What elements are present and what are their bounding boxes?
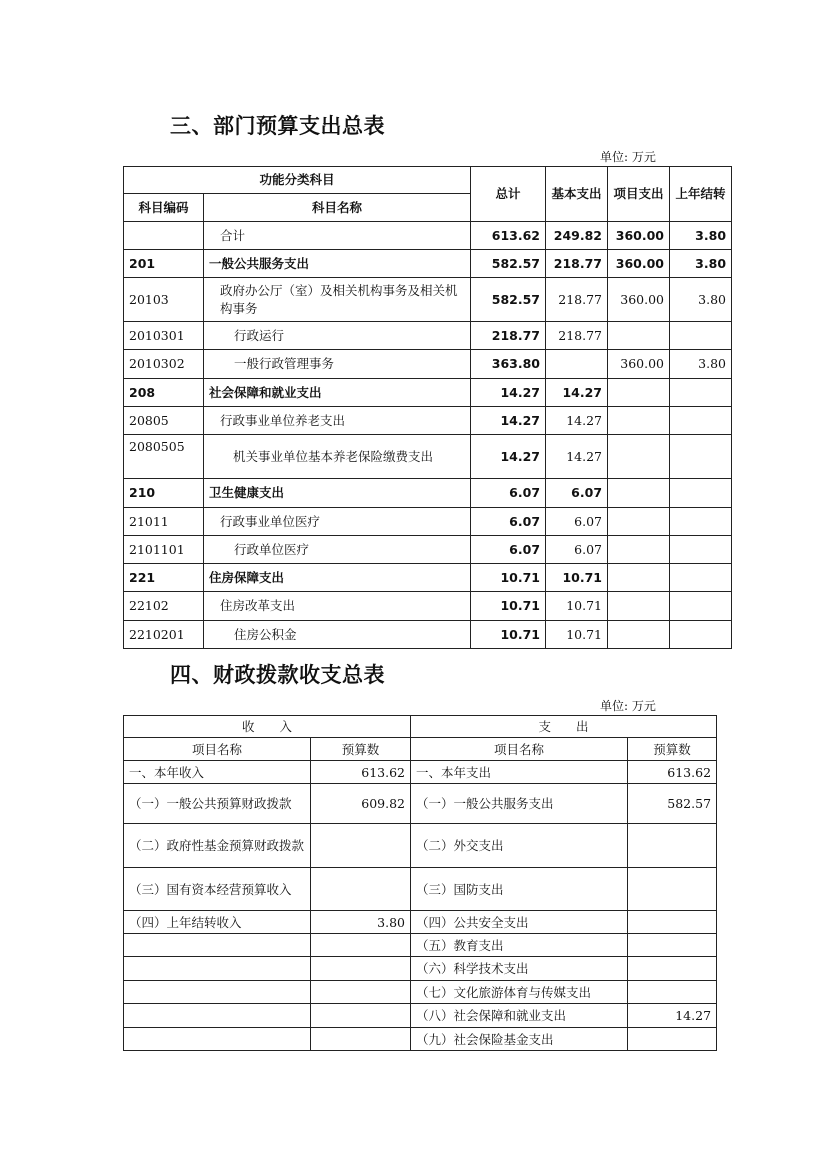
income-name-cell bbox=[124, 981, 311, 1004]
total-header: 总计 bbox=[471, 167, 546, 222]
total-cell: 363.80 bbox=[471, 350, 546, 379]
name-cell: 行政单位医疗 bbox=[204, 536, 471, 564]
table-row bbox=[124, 761, 717, 784]
income-value-cell: 613.62 bbox=[311, 761, 411, 784]
carry-cell bbox=[670, 564, 732, 592]
basic-cell: 10.71 bbox=[546, 564, 608, 592]
income-value-cell: 3.80 bbox=[311, 911, 411, 934]
basic-cell: 249.82 bbox=[546, 222, 608, 250]
income-value-cell bbox=[311, 957, 411, 981]
table-row bbox=[124, 435, 732, 479]
code-cell: 208 bbox=[124, 379, 204, 407]
table-row bbox=[124, 934, 717, 957]
table-row bbox=[124, 592, 732, 621]
table-row bbox=[124, 278, 732, 322]
name-cell: 社会保障和就业支出 bbox=[204, 379, 471, 407]
expense-header: 支 出 bbox=[411, 716, 717, 738]
project-cell bbox=[608, 564, 670, 592]
basic-cell: 14.27 bbox=[546, 435, 608, 479]
basic-cell: 6.07 bbox=[546, 508, 608, 536]
expense-value-cell: 613.62 bbox=[628, 761, 717, 784]
project-cell bbox=[608, 479, 670, 508]
basic-cell: 6.07 bbox=[546, 536, 608, 564]
expense-budget-header: 预算数 bbox=[628, 738, 717, 761]
total-cell: 14.27 bbox=[471, 407, 546, 435]
expense-value-cell bbox=[628, 824, 717, 868]
income-name-cell bbox=[124, 1028, 311, 1051]
income-name-cell: （三）国有资本经营预算收入 bbox=[124, 868, 311, 911]
carry-cell: 3.80 bbox=[670, 250, 732, 278]
code-cell: 20103 bbox=[124, 278, 204, 322]
unit-label: 单位: 万元 bbox=[600, 150, 656, 164]
name-cell: 卫生健康支出 bbox=[204, 479, 471, 508]
basic-cell: 10.71 bbox=[546, 592, 608, 621]
code-cell: 2210201 bbox=[124, 621, 204, 649]
project-cell: 360.00 bbox=[608, 350, 670, 379]
code-cell: 2010301 bbox=[124, 322, 204, 350]
table-row bbox=[124, 479, 732, 508]
income-value-cell bbox=[311, 1028, 411, 1051]
basic-cell: 14.27 bbox=[546, 407, 608, 435]
code-cell: 21011 bbox=[124, 508, 204, 536]
total-cell: 6.07 bbox=[471, 479, 546, 508]
income-item-name-header: 项目名称 bbox=[124, 738, 311, 761]
name-cell: 住房保障支出 bbox=[204, 564, 471, 592]
carry-cell bbox=[670, 592, 732, 621]
expense-value-cell bbox=[628, 957, 717, 981]
name-header: 科目名称 bbox=[204, 194, 471, 222]
basic-cell: 218.77 bbox=[546, 278, 608, 322]
table-row bbox=[124, 1004, 717, 1028]
basic-cell bbox=[546, 350, 608, 379]
expense-value-cell bbox=[628, 981, 717, 1004]
basic-cell: 10.71 bbox=[546, 621, 608, 649]
carryover-header: 上年结转 bbox=[670, 167, 732, 222]
code-cell: 210 bbox=[124, 479, 204, 508]
total-cell: 14.27 bbox=[471, 379, 546, 407]
income-header: 收 入 bbox=[124, 716, 411, 738]
name-cell: 行政运行 bbox=[204, 322, 471, 350]
table-row bbox=[124, 957, 717, 981]
name-cell: 住房公积金 bbox=[204, 621, 471, 649]
code-cell: 2080505 bbox=[124, 435, 204, 479]
total-cell: 218.77 bbox=[471, 322, 546, 350]
total-cell: 6.07 bbox=[471, 508, 546, 536]
income-value-cell: 609.82 bbox=[311, 784, 411, 824]
total-cell: 6.07 bbox=[471, 536, 546, 564]
basic-cell: 218.77 bbox=[546, 250, 608, 278]
code-cell: 201 bbox=[124, 250, 204, 278]
project-cell bbox=[608, 536, 670, 564]
table-row bbox=[124, 322, 732, 350]
expense-name-cell: （六）科学技术支出 bbox=[411, 957, 628, 981]
carry-cell bbox=[670, 379, 732, 407]
carry-cell: 3.80 bbox=[670, 350, 732, 379]
name-cell: 机关事业单位基本养老保险缴费支出 bbox=[204, 435, 471, 479]
basic-cell: 6.07 bbox=[546, 479, 608, 508]
income-value-cell bbox=[311, 824, 411, 868]
name-cell: 行政事业单位养老支出 bbox=[204, 407, 471, 435]
expense-value-cell: 582.57 bbox=[628, 784, 717, 824]
carry-cell bbox=[670, 479, 732, 508]
project-cell bbox=[608, 508, 670, 536]
project-cell bbox=[608, 621, 670, 649]
expense-name-cell: （三）国防支出 bbox=[411, 868, 628, 911]
fiscal-appropriation-title: 四、财政拨款收支总表 bbox=[170, 663, 385, 687]
income-name-cell: （二）政府性基金预算财政拨款 bbox=[124, 824, 311, 868]
table-row bbox=[124, 222, 732, 250]
expense-name-cell: （一）一般公共服务支出 bbox=[411, 784, 628, 824]
expense-value-cell bbox=[628, 1028, 717, 1051]
expense-name-cell: 一、本年支出 bbox=[411, 761, 628, 784]
table-row bbox=[124, 350, 732, 379]
name-cell: 政府办公厅（室）及相关机构事务及相关机构事务 bbox=[204, 278, 471, 322]
basic-header: 基本支出 bbox=[546, 167, 608, 222]
table-row bbox=[124, 564, 732, 592]
carry-cell bbox=[670, 621, 732, 649]
code-header: 科目编码 bbox=[124, 194, 204, 222]
project-header: 项目支出 bbox=[608, 167, 670, 222]
project-cell: 360.00 bbox=[608, 278, 670, 322]
total-cell: 10.71 bbox=[471, 592, 546, 621]
project-cell: 360.00 bbox=[608, 250, 670, 278]
income-budget-header: 预算数 bbox=[311, 738, 411, 761]
project-cell bbox=[608, 407, 670, 435]
income-name-cell: （四）上年结转收入 bbox=[124, 911, 311, 934]
budget-expenditure-table bbox=[123, 166, 732, 649]
total-cell: 10.71 bbox=[471, 621, 546, 649]
table-row bbox=[124, 911, 717, 934]
code-cell: 20805 bbox=[124, 407, 204, 435]
total-cell: 582.57 bbox=[471, 250, 546, 278]
project-cell: 360.00 bbox=[608, 222, 670, 250]
name-cell: 一般行政管理事务 bbox=[204, 350, 471, 379]
name-cell: 一般公共服务支出 bbox=[204, 250, 471, 278]
budget-expenditure-title: 三、部门预算支出总表 bbox=[170, 114, 385, 138]
expense-name-cell: （九）社会保险基金支出 bbox=[411, 1028, 628, 1051]
expense-name-cell: （七）文化旅游体育与传媒支出 bbox=[411, 981, 628, 1004]
total-cell: 582.57 bbox=[471, 278, 546, 322]
expense-name-cell: （八）社会保障和就业支出 bbox=[411, 1004, 628, 1028]
carry-cell bbox=[670, 435, 732, 479]
carry-cell bbox=[670, 536, 732, 564]
project-cell bbox=[608, 322, 670, 350]
carry-cell: 3.80 bbox=[670, 278, 732, 322]
table-row bbox=[124, 379, 732, 407]
name-cell: 合计 bbox=[204, 222, 471, 250]
income-name-cell bbox=[124, 934, 311, 957]
func-class-header: 功能分类科目 bbox=[124, 167, 471, 194]
expense-value-cell: 14.27 bbox=[628, 1004, 717, 1028]
code-cell: 2101101 bbox=[124, 536, 204, 564]
project-cell bbox=[608, 592, 670, 621]
project-cell bbox=[608, 435, 670, 479]
expense-value-cell bbox=[628, 868, 717, 911]
income-value-cell bbox=[311, 868, 411, 911]
expense-name-cell: （四）公共安全支出 bbox=[411, 911, 628, 934]
table-row bbox=[124, 824, 717, 868]
expense-item-name-header: 项目名称 bbox=[411, 738, 628, 761]
carry-cell bbox=[670, 322, 732, 350]
basic-cell: 218.77 bbox=[546, 322, 608, 350]
name-cell: 行政事业单位医疗 bbox=[204, 508, 471, 536]
code-cell: 221 bbox=[124, 564, 204, 592]
income-name-cell: 一、本年收入 bbox=[124, 761, 311, 784]
income-name-cell: （一）一般公共预算财政拨款 bbox=[124, 784, 311, 824]
basic-cell: 14.27 bbox=[546, 379, 608, 407]
total-cell: 613.62 bbox=[471, 222, 546, 250]
table-row bbox=[124, 536, 732, 564]
unit-label: 单位: 万元 bbox=[600, 699, 656, 713]
income-value-cell bbox=[311, 1004, 411, 1028]
expense-name-cell: （二）外交支出 bbox=[411, 824, 628, 868]
expense-value-cell bbox=[628, 934, 717, 957]
income-name-cell bbox=[124, 1004, 311, 1028]
table-row bbox=[124, 621, 732, 649]
total-cell: 14.27 bbox=[471, 435, 546, 479]
table-row bbox=[124, 1028, 717, 1051]
expense-value-cell bbox=[628, 911, 717, 934]
table-row bbox=[124, 784, 717, 824]
income-value-cell bbox=[311, 981, 411, 1004]
fiscal-appropriation-table bbox=[123, 715, 717, 1051]
code-cell: 22102 bbox=[124, 592, 204, 621]
table-row bbox=[124, 407, 732, 435]
income-name-cell bbox=[124, 957, 311, 981]
name-cell: 住房改革支出 bbox=[204, 592, 471, 621]
expense-name-cell: （五）教育支出 bbox=[411, 934, 628, 957]
total-cell: 10.71 bbox=[471, 564, 546, 592]
table-row bbox=[124, 981, 717, 1004]
carry-cell bbox=[670, 508, 732, 536]
table-row bbox=[124, 868, 717, 911]
carry-cell: 3.80 bbox=[670, 222, 732, 250]
project-cell bbox=[608, 379, 670, 407]
carry-cell bbox=[670, 407, 732, 435]
code-cell: 2010302 bbox=[124, 350, 204, 379]
table-row bbox=[124, 250, 732, 278]
table-row bbox=[124, 508, 732, 536]
income-value-cell bbox=[311, 934, 411, 957]
code-cell bbox=[124, 222, 204, 250]
